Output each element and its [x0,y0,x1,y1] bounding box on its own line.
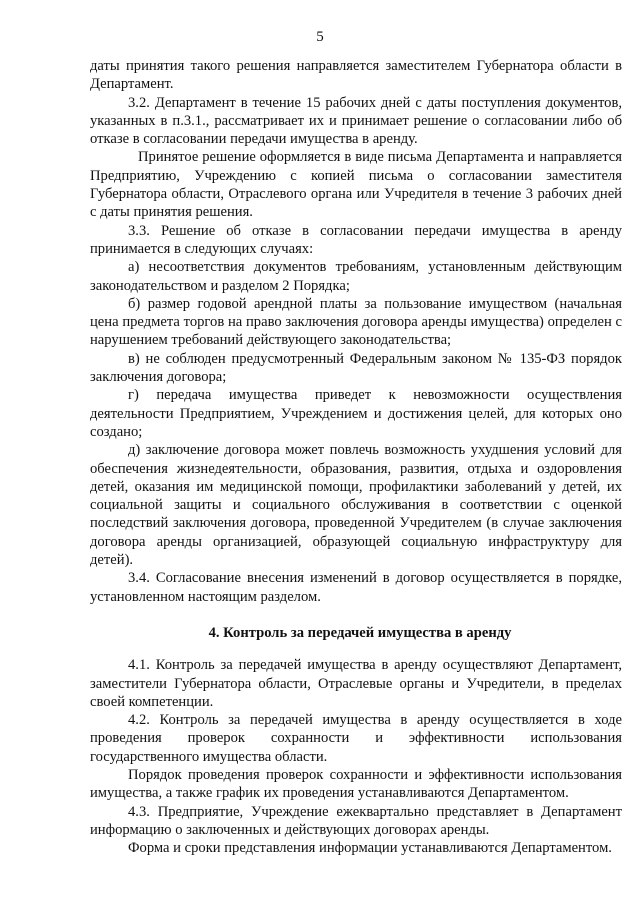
list-item-v: в) не соблюден предусмотренный Федеральным законом № 135-ФЗ порядок заключения договора; [90,350,622,386]
paragraph: даты принятия такого решения направляется заместителем Губернатора области в Департамент. [90,58,622,93]
paragraph-4-3: 4.3. Предприятие, Учреждение ежеквартально представляет в Департамент информацию о заключенных и действующих договорах аренды. [90,803,622,838]
list-item-d: д) заключение договора может повлечь возможность ухудшения условий для обеспечения жизнедеятельности, образования, развития, отдыха и оздоровления детей, оказания им медицинской помощи, профилактики заболеваний у детей, их социальной защиты и социального обслуживания в соответствии с оценкой последствий заключения договора, проведенной Учредителем (в случае заключения договора аренды организацией, образующей социальную инфраструктуру для детей). [90,442,622,569]
paragraph-3-4: 3.4. Согласование внесения изменений в договор осуществляется в порядке, установленном настоящим разделом. [90,570,622,605]
paragraph-3-3: 3.3. Решение об отказе в согласовании передачи имущества в аренду принимается в следующих случаях: [90,222,622,257]
list-item-g: г) передача имущества приведет к невозможности осуществления деятельности Предприятием, Учреждением и достижения целей, для которых оно создано; [90,387,622,440]
paragraph-3-2: 3.2. Департамент в течение 15 рабочих дней с даты поступления документов, указанных в п.3.1., рассматривает их и принимает решение о согласовании либо об отказе в согласовании передачи имущества в аренду. [90,94,622,148]
page-number: 5 [316,29,324,45]
list-item-b: б) размер годовой арендной платы за пользование имуществом (начальная цена предмета торгов на право заключения договора аренды имущества) определен с нарушением требований действующего законодательства; [90,295,622,349]
paragraph: Принятое решение оформляется в виде письма Департамента и направляется Предприятию, Учреждению с копией письма о согласовании заместителя Губернатора области, Отраслевого органа или Учредителя в течение 3 рабочих дней с даты принятия решения. [90,149,622,221]
list-item-a: а) несоответствия документов требованиям, установленным действующим законодательством и разделом 2 Порядка; [90,259,622,294]
paragraph-4-1: 4.1. Контроль за передачей имущества в аренду осуществляют Департамент, заместители Губернатора области, Отраслевые органы и Учредители, в пределах своей компетенции. [90,657,622,710]
document-body [90,57,622,857]
paragraph: Порядок проведения проверок сохранности и эффективности использования имущества, а также график их проведения устанавливаются Департаментом. [90,766,622,802]
paragraph-4-2: 4.2. Контроль за передачей имущества в аренду осуществляется в ходе проведения проверок сохранности и эффективности использования государственного имущества области. [90,712,622,765]
section-heading: 4. Контроль за передачей имущества в аренду [208,624,512,641]
paragraph: Форма и сроки представления информации устанавливаются Департаментом. [128,840,612,857]
